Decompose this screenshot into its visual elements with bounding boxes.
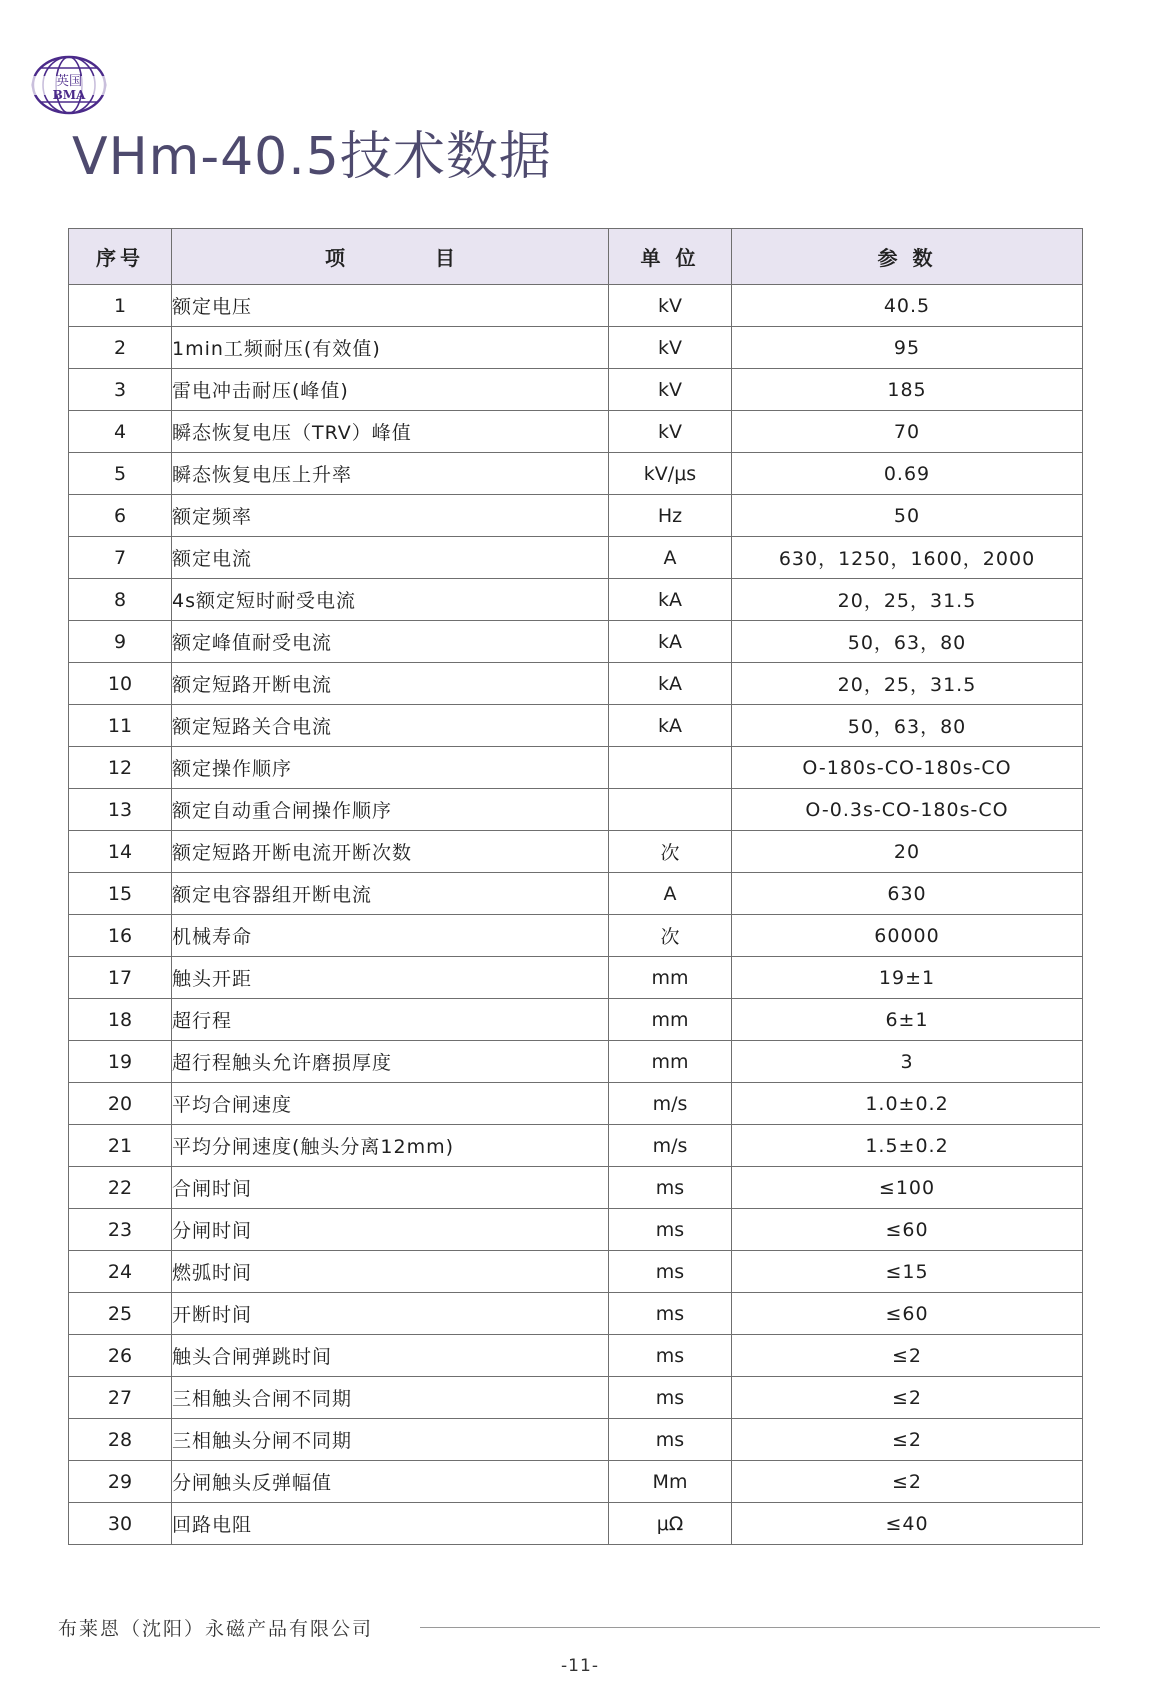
cell-value: 1.0±0.2	[732, 1083, 1083, 1125]
table-header-row	[69, 229, 1083, 285]
cell-value: 19±1	[732, 957, 1083, 999]
table-row	[69, 957, 1083, 999]
cell-unit: μΩ	[609, 1503, 732, 1545]
cell-item: 1min工频耐压(有效值)	[172, 327, 609, 369]
cell-value: ≤2	[732, 1419, 1083, 1461]
cell-item: 额定电容器组开断电流	[172, 873, 609, 915]
cell-value: 60000	[732, 915, 1083, 957]
cell-unit: 次	[609, 915, 732, 957]
cell-item: 4s额定短时耐受电流	[172, 579, 609, 621]
table-row	[69, 747, 1083, 789]
cell-item: 触头合闸弹跳时间	[172, 1335, 609, 1377]
header-item	[172, 229, 609, 285]
table-row	[69, 1419, 1083, 1461]
table-row	[69, 453, 1083, 495]
cell-unit: kV	[609, 327, 732, 369]
cell-value: 50，63，80	[732, 621, 1083, 663]
cell-item: 额定自动重合闸操作顺序	[172, 789, 609, 831]
table-row	[69, 1335, 1083, 1377]
cell-value: 0.69	[732, 453, 1083, 495]
cell-unit: ms	[609, 1419, 732, 1461]
cell-unit: ms	[609, 1251, 732, 1293]
cell-item: 额定短路开断电流	[172, 663, 609, 705]
cell-value: ≤2	[732, 1335, 1083, 1377]
table-row	[69, 495, 1083, 537]
table-row	[69, 1293, 1083, 1335]
cell-unit: m/s	[609, 1083, 732, 1125]
cell-value: O-0.3s-CO-180s-CO	[732, 789, 1083, 831]
cell-unit: m/s	[609, 1125, 732, 1167]
cell-unit: kV	[609, 285, 732, 327]
cell-unit: ms	[609, 1167, 732, 1209]
table-row	[69, 1041, 1083, 1083]
cell-unit: kA	[609, 663, 732, 705]
cell-item: 额定频率	[172, 495, 609, 537]
cell-no: 29	[69, 1461, 172, 1503]
page-number: -11-	[561, 1656, 599, 1676]
cell-item: 三相触头合闸不同期	[172, 1377, 609, 1419]
cell-unit	[609, 747, 732, 789]
table-row	[69, 1209, 1083, 1251]
cell-no: 9	[69, 621, 172, 663]
table-row	[69, 789, 1083, 831]
header-item-right: 目	[435, 246, 455, 270]
table-row	[69, 285, 1083, 327]
table-row	[69, 411, 1083, 453]
cell-item: 额定电流	[172, 537, 609, 579]
cell-unit: Mm	[609, 1461, 732, 1503]
cell-no: 12	[69, 747, 172, 789]
table-row	[69, 1377, 1083, 1419]
table-row	[69, 1125, 1083, 1167]
cell-unit: Hz	[609, 495, 732, 537]
cell-unit: kV	[609, 369, 732, 411]
cell-no: 16	[69, 915, 172, 957]
footer-company-name: 布莱恩（沈阳）永磁产品有限公司	[58, 1618, 374, 1640]
cell-no: 8	[69, 579, 172, 621]
page-title: VHm-40.5技术数据	[72, 127, 552, 187]
cell-unit: mm	[609, 957, 732, 999]
cell-unit	[609, 789, 732, 831]
cell-item: 超行程	[172, 999, 609, 1041]
cell-no: 6	[69, 495, 172, 537]
cell-no: 22	[69, 1167, 172, 1209]
cell-no: 21	[69, 1125, 172, 1167]
header-unit: 单 位	[609, 229, 732, 285]
cell-value: ≤60	[732, 1293, 1083, 1335]
cell-item: 平均合闸速度	[172, 1083, 609, 1125]
technical-data-table	[68, 228, 1083, 1545]
cell-unit: kV/μs	[609, 453, 732, 495]
table-row	[69, 1251, 1083, 1293]
cell-no: 27	[69, 1377, 172, 1419]
cell-item: 回路电阻	[172, 1503, 609, 1545]
cell-unit: ms	[609, 1335, 732, 1377]
cell-value: 630	[732, 873, 1083, 915]
cell-value: 50，63，80	[732, 705, 1083, 747]
cell-no: 24	[69, 1251, 172, 1293]
cell-no: 1	[69, 285, 172, 327]
cell-no: 17	[69, 957, 172, 999]
cell-value: 630，1250，1600，2000	[732, 537, 1083, 579]
cell-unit: 次	[609, 831, 732, 873]
cell-no: 18	[69, 999, 172, 1041]
cell-value: 70	[732, 411, 1083, 453]
cell-unit: kV	[609, 411, 732, 453]
cell-no: 7	[69, 537, 172, 579]
cell-no: 5	[69, 453, 172, 495]
cell-unit: A	[609, 537, 732, 579]
table-row	[69, 1503, 1083, 1545]
cell-unit: kA	[609, 579, 732, 621]
table-row	[69, 873, 1083, 915]
cell-value: 6±1	[732, 999, 1083, 1041]
table-row	[69, 369, 1083, 411]
cell-item: 合闸时间	[172, 1167, 609, 1209]
cell-no: 20	[69, 1083, 172, 1125]
cell-value: 20，25，31.5	[732, 579, 1083, 621]
cell-value: 95	[732, 327, 1083, 369]
table-row	[69, 831, 1083, 873]
cell-item: 三相触头分闸不同期	[172, 1419, 609, 1461]
cell-no: 11	[69, 705, 172, 747]
cell-item: 开断时间	[172, 1293, 609, 1335]
cell-value: ≤40	[732, 1503, 1083, 1545]
cell-item: 雷电冲击耐压(峰值)	[172, 369, 609, 411]
cell-no: 25	[69, 1293, 172, 1335]
cell-item: 额定短路关合电流	[172, 705, 609, 747]
footer-divider	[420, 1627, 1100, 1628]
cell-item: 瞬态恢复电压上升率	[172, 453, 609, 495]
cell-item: 额定短路开断电流开断次数	[172, 831, 609, 873]
cell-item: 额定操作顺序	[172, 747, 609, 789]
cell-no: 13	[69, 789, 172, 831]
cell-item: 额定电压	[172, 285, 609, 327]
logo-text-bottom: BMA	[52, 88, 86, 102]
cell-value: 185	[732, 369, 1083, 411]
cell-value: O-180s-CO-180s-CO	[732, 747, 1083, 789]
cell-item: 平均分闸速度(触头分离12mm)	[172, 1125, 609, 1167]
table-row	[69, 537, 1083, 579]
cell-no: 19	[69, 1041, 172, 1083]
header-item-left: 项	[325, 246, 345, 270]
cell-no: 3	[69, 369, 172, 411]
cell-no: 10	[69, 663, 172, 705]
logo-text-top: 英国	[55, 74, 83, 89]
cell-no: 23	[69, 1209, 172, 1251]
header-value: 参 数	[732, 229, 1083, 285]
cell-item: 燃弧时间	[172, 1251, 609, 1293]
cell-item: 触头开距	[172, 957, 609, 999]
cell-value: ≤60	[732, 1209, 1083, 1251]
cell-no: 26	[69, 1335, 172, 1377]
header-no: 序号	[69, 229, 172, 285]
cell-unit: ms	[609, 1209, 732, 1251]
table-row	[69, 579, 1083, 621]
table-row	[69, 663, 1083, 705]
cell-unit: mm	[609, 999, 732, 1041]
cell-unit: mm	[609, 1041, 732, 1083]
cell-no: 4	[69, 411, 172, 453]
cell-unit: A	[609, 873, 732, 915]
cell-value: ≤2	[732, 1461, 1083, 1503]
table-row	[69, 327, 1083, 369]
cell-item: 分闸时间	[172, 1209, 609, 1251]
cell-value: 40.5	[732, 285, 1083, 327]
cell-item: 额定峰值耐受电流	[172, 621, 609, 663]
table-row	[69, 915, 1083, 957]
cell-value: 20	[732, 831, 1083, 873]
cell-value: ≤100	[732, 1167, 1083, 1209]
cell-unit: kA	[609, 705, 732, 747]
cell-no: 14	[69, 831, 172, 873]
cell-no: 30	[69, 1503, 172, 1545]
cell-item: 分闸触头反弹幅值	[172, 1461, 609, 1503]
table-row	[69, 621, 1083, 663]
cell-item: 瞬态恢复电压（TRV）峰值	[172, 411, 609, 453]
cell-unit: ms	[609, 1293, 732, 1335]
table-row	[69, 705, 1083, 747]
company-logo	[30, 54, 108, 116]
cell-no: 15	[69, 873, 172, 915]
cell-value: ≤15	[732, 1251, 1083, 1293]
cell-value: 3	[732, 1041, 1083, 1083]
cell-no: 28	[69, 1419, 172, 1461]
cell-value: ≤2	[732, 1377, 1083, 1419]
cell-value: 20，25，31.5	[732, 663, 1083, 705]
cell-unit: ms	[609, 1377, 732, 1419]
cell-value: 50	[732, 495, 1083, 537]
cell-item: 机械寿命	[172, 915, 609, 957]
table-row	[69, 999, 1083, 1041]
table-row	[69, 1167, 1083, 1209]
cell-item: 超行程触头允许磨损厚度	[172, 1041, 609, 1083]
table-row	[69, 1083, 1083, 1125]
cell-value: 1.5±0.2	[732, 1125, 1083, 1167]
cell-no: 2	[69, 327, 172, 369]
table-row	[69, 1461, 1083, 1503]
cell-unit: kA	[609, 621, 732, 663]
